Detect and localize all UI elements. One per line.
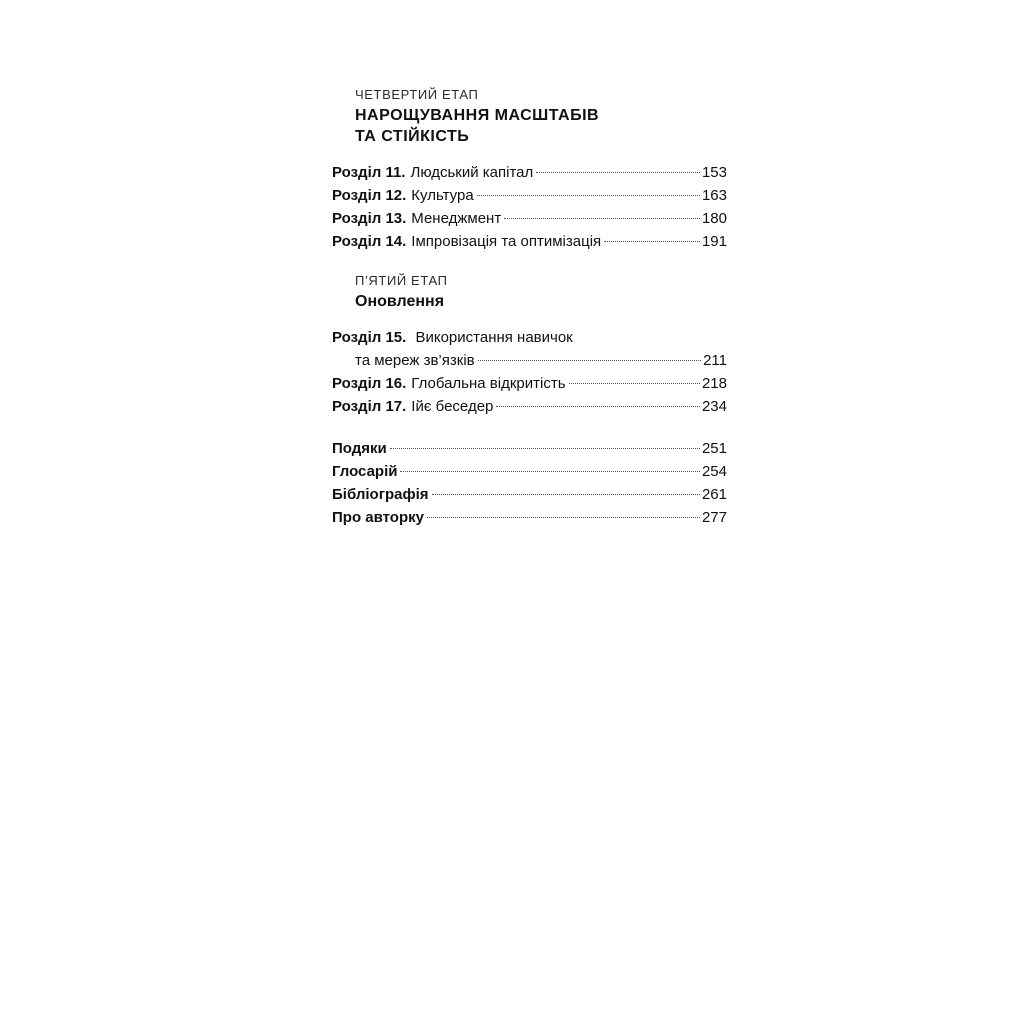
toc-entry[interactable] — [332, 230, 727, 253]
page-number: 163 — [701, 187, 727, 204]
dot-leader — [536, 172, 700, 173]
page-number: 234 — [701, 398, 727, 415]
toc-entry[interactable] — [332, 207, 727, 230]
page-number: 153 — [701, 164, 727, 181]
dot-leader — [478, 360, 701, 361]
page-number: 254 — [701, 463, 727, 480]
chapter-number: Розділ 16. — [332, 375, 407, 392]
toc-entry[interactable] — [332, 184, 727, 207]
toc-entry[interactable] — [332, 483, 727, 506]
chapter-title: Імпровізація та оптимізація — [411, 233, 602, 250]
chapter-title-continuation: та мереж зв’язків — [355, 352, 475, 369]
page-number: 277 — [701, 509, 727, 526]
page-number: 218 — [701, 375, 727, 392]
chapter-number: Розділ 14. — [332, 233, 407, 250]
stage-title-line: ТА СТІЙКІСТЬ — [355, 128, 470, 145]
chapter-number: Розділ 15. — [332, 329, 407, 346]
toc-entry[interactable] — [332, 437, 727, 460]
toc-entry[interactable] — [332, 395, 727, 418]
dot-leader — [400, 471, 699, 472]
toc-entry[interactable] — [332, 506, 727, 529]
chapter-title: Людський капітал — [410, 164, 534, 181]
back-matter — [332, 437, 727, 529]
toc-entry[interactable] — [332, 161, 727, 184]
chapter-title: Ійє беседер — [411, 398, 494, 415]
page-number: 211 — [703, 352, 727, 369]
page-number: 251 — [701, 440, 727, 457]
dot-leader — [427, 517, 700, 518]
dot-leader — [504, 218, 700, 219]
chapter-number: Розділ 12. — [332, 187, 407, 204]
page-number: 191 — [701, 233, 727, 250]
dot-leader — [390, 448, 700, 449]
toc-entry-continuation — [332, 349, 727, 372]
chapter-title: Культура — [411, 187, 474, 204]
chapter-title: Використання навичок — [415, 329, 573, 346]
stage-label: П’ЯТИЙ ЕТАП — [355, 273, 448, 288]
stage-five-section — [332, 272, 727, 418]
chapter-number: Розділ 17. — [332, 398, 407, 415]
dot-leader — [604, 241, 700, 242]
stage-label: ЧЕТВЕРТИЙ ЕТАП — [355, 87, 479, 102]
toc-entry[interactable] — [332, 326, 727, 372]
chapter-number: Розділ 13. — [332, 210, 407, 227]
stage-title — [355, 105, 727, 147]
dot-leader — [477, 195, 700, 196]
page-number: 261 — [701, 486, 727, 503]
toc-entry-first-line — [332, 326, 727, 349]
stage-title-line: Оновлення — [355, 293, 445, 310]
chapter-title: Глобальна відкритість — [411, 375, 566, 392]
stage-four-section — [332, 86, 727, 253]
dot-leader — [432, 494, 700, 495]
backmatter-title: Подяки — [332, 440, 387, 457]
chapter-title: Менеджмент — [411, 210, 502, 227]
backmatter-title: Бібліографія — [332, 486, 429, 503]
dot-leader — [569, 383, 700, 384]
chapter-number: Розділ 11. — [332, 164, 406, 181]
stage-title — [355, 291, 727, 312]
backmatter-title: Про авторку — [332, 509, 424, 526]
stage-title-line: НАРОЩУВАННЯ МАСШТАБІВ — [355, 107, 600, 124]
dot-leader — [496, 406, 700, 407]
toc-entry[interactable] — [332, 460, 727, 483]
backmatter-title: Глосарій — [332, 463, 398, 480]
page-number: 180 — [701, 210, 727, 227]
table-of-contents — [332, 86, 727, 529]
toc-entry[interactable] — [332, 372, 727, 395]
